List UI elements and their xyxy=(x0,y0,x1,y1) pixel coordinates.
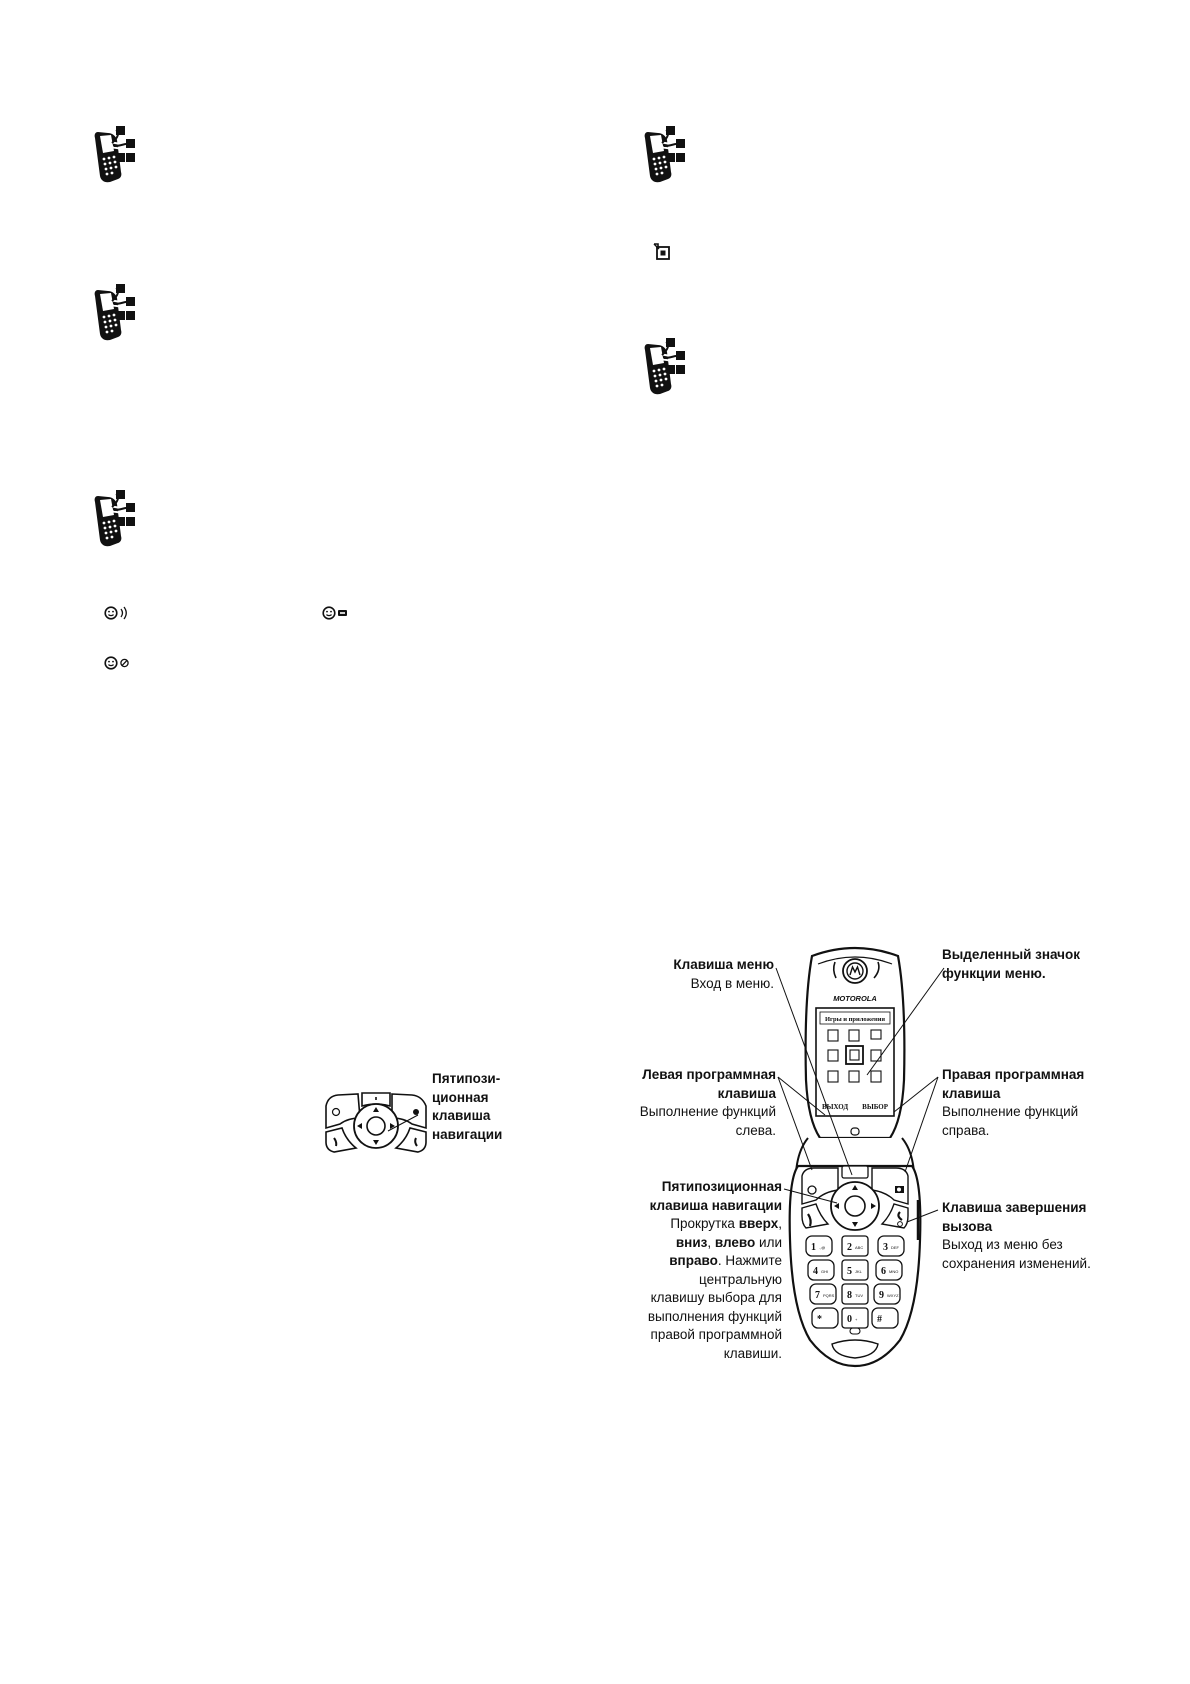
callout-description: правой программной xyxy=(650,1327,782,1342)
caption-line: ционная xyxy=(432,1089,489,1105)
callout-description: справа. xyxy=(942,1122,990,1138)
callout-title: Правая программная xyxy=(942,1067,1085,1082)
callout-description: Выход из меню без xyxy=(942,1237,1063,1252)
direction-right: вправо xyxy=(669,1253,718,1268)
callout-description: сохранения изменений. xyxy=(942,1255,1091,1271)
callout-description: клавишу выбора для xyxy=(650,1290,782,1305)
callout-menu-key xyxy=(600,956,774,993)
phone-soft-right: ВЫБОР xyxy=(862,1103,888,1111)
direction-down: вниз xyxy=(675,1234,708,1250)
keypad-key-digit: 6 xyxy=(881,1266,886,1277)
callout-title: Клавиша меню xyxy=(673,957,774,972)
keypad-key-letters: + xyxy=(855,1317,858,1322)
keypad-key-digit: 8 xyxy=(847,1290,852,1301)
callout-highlighted-icon xyxy=(942,946,1122,983)
callout-description: Вход в меню. xyxy=(690,975,774,991)
keypad-key-digit: 0 xyxy=(847,1314,852,1325)
keypad-key-digit: 7 xyxy=(815,1290,820,1301)
keypad-key-digit: 5 xyxy=(847,1266,852,1277)
press-word: Нажмите xyxy=(725,1253,782,1268)
callout-title: Пятипозиционная xyxy=(661,1179,782,1194)
keypad-key-digit: 9 xyxy=(879,1290,884,1301)
phone-soft-left: ВЫХОД xyxy=(822,1103,849,1111)
callout-description: слева. xyxy=(735,1122,776,1138)
callout-title: Выделенный значок xyxy=(942,947,1081,962)
callout-title: клавиша xyxy=(942,1085,1001,1101)
callout-end-key xyxy=(942,1199,1132,1273)
callout-description: центральную xyxy=(699,1271,782,1287)
callout-description: Выполнение функций xyxy=(942,1104,1079,1119)
phone-screen-title: Игры и приложения xyxy=(824,1016,886,1023)
keypad-key-letters: WXYZ xyxy=(887,1293,899,1298)
callout-description: Выполнение функций xyxy=(639,1104,776,1119)
callout-title: Левая программная xyxy=(642,1067,776,1082)
callout-description: клавиши. xyxy=(723,1345,782,1361)
callout-navigation-key: Пятипозиционная клавиша навигации Прокрутка вверх, вниз, влево или вправо. Нажмите центральную клавишу выбора для выполнения функций правой программной клавиши. xyxy=(600,1178,782,1363)
caption-line: клавиша xyxy=(432,1108,491,1123)
direction-up: вверх xyxy=(738,1216,779,1231)
keypad-key-letters: TUV xyxy=(855,1293,863,1298)
keypad-key-letters: MNO xyxy=(889,1269,899,1274)
callout-left-soft-key xyxy=(600,1066,776,1140)
keypad-key-letters: JKL xyxy=(855,1269,862,1274)
keypad-key-letters: .,@ xyxy=(819,1245,826,1250)
caption-line: навигации xyxy=(432,1126,503,1142)
phone-brand: MOTOROLA xyxy=(833,994,877,1003)
keypad-key-digit: 4 xyxy=(813,1266,818,1277)
or-word: или xyxy=(759,1234,782,1250)
caption-line: Пятипози- xyxy=(432,1071,501,1086)
callout-right-soft-key xyxy=(942,1066,1122,1140)
callout-title: Клавиша завершения xyxy=(942,1200,1087,1215)
scroll-word: Прокрутка xyxy=(670,1216,735,1231)
callout-description: выполнения функций xyxy=(647,1308,782,1324)
callout-title: клавиша навигации xyxy=(649,1197,782,1213)
keypad-key-digit: 2 xyxy=(847,1242,852,1253)
keypad-key-letters: GHI xyxy=(821,1269,829,1274)
keypad-key-letters: ABC xyxy=(855,1245,864,1250)
keypad-key-digit: 1 xyxy=(811,1242,816,1253)
keypad-key-digit: # xyxy=(877,1314,882,1325)
callout-title: вызова xyxy=(942,1218,993,1234)
direction-left: влево xyxy=(714,1234,756,1250)
keypad-key-letters: PQRS xyxy=(823,1293,835,1298)
keypad-key-letters: DEF xyxy=(891,1245,899,1250)
keypad-key-digit: * xyxy=(817,1314,822,1325)
callout-title: клавиша xyxy=(717,1085,776,1101)
callout-title: функции меню. xyxy=(942,965,1046,981)
keypad-key-digit: 3 xyxy=(883,1242,888,1253)
